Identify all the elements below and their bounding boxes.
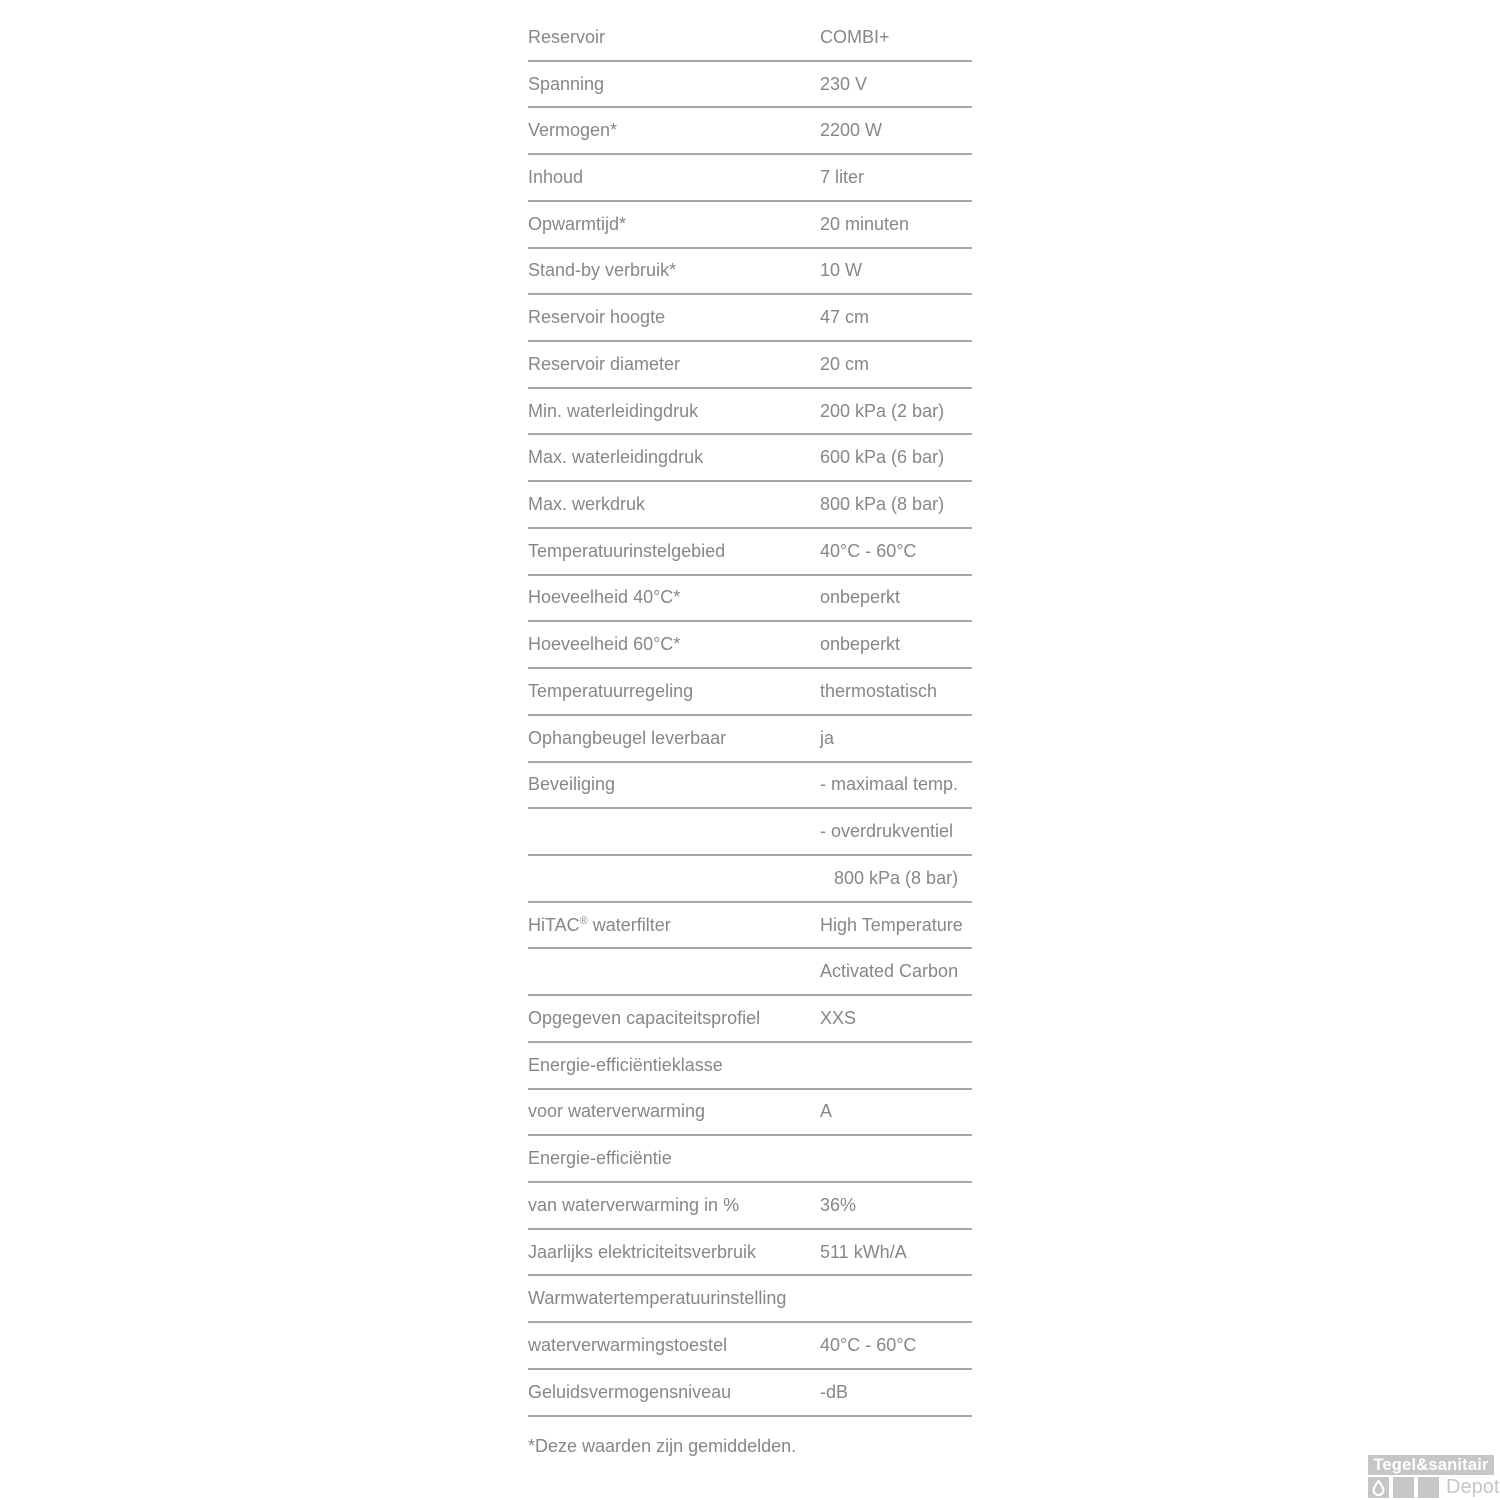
spec-value: - overdrukventiel xyxy=(820,821,954,842)
table-row xyxy=(528,1043,972,1090)
spec-value: onbeperkt xyxy=(820,587,901,608)
logo-square xyxy=(1418,1477,1439,1498)
table-row xyxy=(528,856,972,903)
table-row xyxy=(528,1183,972,1230)
table-row xyxy=(528,1230,972,1277)
spec-value: 800 kPa (8 bar) xyxy=(834,867,959,888)
spec-label: Jaarlijks elektriciteitsverbruik xyxy=(528,1241,757,1262)
table-row xyxy=(528,669,972,716)
spec-value: 36% xyxy=(820,1194,857,1215)
spec-value: 511 kWh/A xyxy=(820,1241,907,1262)
spec-value: 800 kPa (8 bar) xyxy=(820,494,945,515)
spec-label: Reservoir hoogte xyxy=(528,307,666,328)
spec-value: XXS xyxy=(820,1007,857,1028)
spec-value: A xyxy=(820,1101,833,1122)
water-droplet-icon xyxy=(1368,1477,1389,1498)
table-row xyxy=(528,389,972,436)
spec-label: Inhoud xyxy=(528,167,584,188)
spec-label: Opwarmtijd* xyxy=(528,213,627,234)
spec-value: 20 minuten xyxy=(820,213,910,234)
spec-value: -dB xyxy=(820,1381,849,1402)
table-row xyxy=(528,108,972,155)
table-row xyxy=(528,576,972,623)
table-row xyxy=(528,202,972,249)
brand-name: Tegel&sanitair xyxy=(1368,1455,1494,1475)
spec-value: 40°C - 60°C xyxy=(820,1334,917,1355)
spec-label: Min. waterleidingdruk xyxy=(528,400,699,421)
spec-value: Activated Carbon xyxy=(820,961,959,982)
spec-value: 20 cm xyxy=(820,353,870,374)
spec-value: 10 W xyxy=(820,260,863,281)
spec-label: Temperatuurinstelgebied xyxy=(528,540,726,561)
spec-value: 2200 W xyxy=(820,120,883,141)
spec-label: Energie-efficiëntie xyxy=(528,1148,672,1169)
spec-value: thermostatisch xyxy=(820,680,938,701)
spec-value: ja xyxy=(820,727,835,748)
table-row xyxy=(528,529,972,576)
table-row xyxy=(528,1276,972,1323)
spec-table xyxy=(528,15,972,1417)
table-row xyxy=(528,903,972,950)
spec-value: COMBI+ xyxy=(820,26,890,47)
table-row xyxy=(528,716,972,763)
spec-label: Beveiliging xyxy=(528,774,616,795)
table-row xyxy=(528,482,972,529)
spec-value: 600 kPa (6 bar) xyxy=(820,447,945,468)
table-row xyxy=(528,763,972,810)
table-row xyxy=(528,15,972,62)
spec-label: van waterverwarming in % xyxy=(528,1194,740,1215)
spec-label: Geluidsvermogensniveau xyxy=(528,1381,732,1402)
spec-label: HiTAC® waterfilter xyxy=(528,914,671,935)
table-row xyxy=(528,996,972,1043)
spec-value: 7 liter xyxy=(820,167,865,188)
spec-value: 47 cm xyxy=(820,307,870,328)
spec-label: voor waterverwarming xyxy=(528,1101,706,1122)
spec-label: Hoeveelheid 40°C* xyxy=(528,587,681,608)
spec-label: Vermogen* xyxy=(528,120,618,141)
spec-label: Opgegeven capaciteitsprofiel xyxy=(528,1007,761,1028)
table-row xyxy=(528,1136,972,1183)
brand-sub: Depot xyxy=(1446,1476,1500,1498)
brand-watermark xyxy=(1368,1455,1500,1498)
table-row xyxy=(528,295,972,342)
spec-label: Hoeveelheid 60°C* xyxy=(528,634,681,655)
spec-label: Ophangbeugel leverbaar xyxy=(528,727,727,748)
spec-label: Max. werkdruk xyxy=(528,494,646,515)
table-row xyxy=(528,62,972,109)
spec-value: - maximaal temp. xyxy=(820,774,959,795)
table-row xyxy=(528,249,972,296)
table-row xyxy=(528,342,972,389)
spec-label: Max. waterleidingdruk xyxy=(528,447,704,468)
table-row xyxy=(528,949,972,996)
table-row xyxy=(528,435,972,482)
footnote: *Deze waarden zijn gemiddelden. xyxy=(528,1436,797,1456)
spec-value: High Temperature xyxy=(820,914,963,935)
spec-label: Warmwatertemperatuurinstelling xyxy=(528,1288,787,1309)
table-row xyxy=(528,809,972,856)
spec-label: Energie-efficiëntieklasse xyxy=(528,1054,723,1075)
spec-label: Reservoir xyxy=(528,26,606,47)
table-row xyxy=(528,1090,972,1137)
table-row xyxy=(528,155,972,202)
spec-value: onbeperkt xyxy=(820,634,901,655)
spec-label: Spanning xyxy=(528,73,605,94)
spec-label: Reservoir diameter xyxy=(528,353,681,374)
spec-label: waterverwarmingstoestel xyxy=(528,1334,728,1355)
table-row xyxy=(528,1323,972,1370)
spec-value: 200 kPa (2 bar) xyxy=(820,400,945,421)
table-row xyxy=(528,1370,972,1417)
spec-label: Stand-by verbruik* xyxy=(528,260,677,281)
logo-square xyxy=(1393,1477,1414,1498)
brand-logo-row xyxy=(1368,1476,1500,1498)
spec-value: 40°C - 60°C xyxy=(820,540,917,561)
spec-label: Temperatuurregeling xyxy=(528,680,694,701)
table-row xyxy=(528,622,972,669)
spec-value: 230 V xyxy=(820,73,868,94)
